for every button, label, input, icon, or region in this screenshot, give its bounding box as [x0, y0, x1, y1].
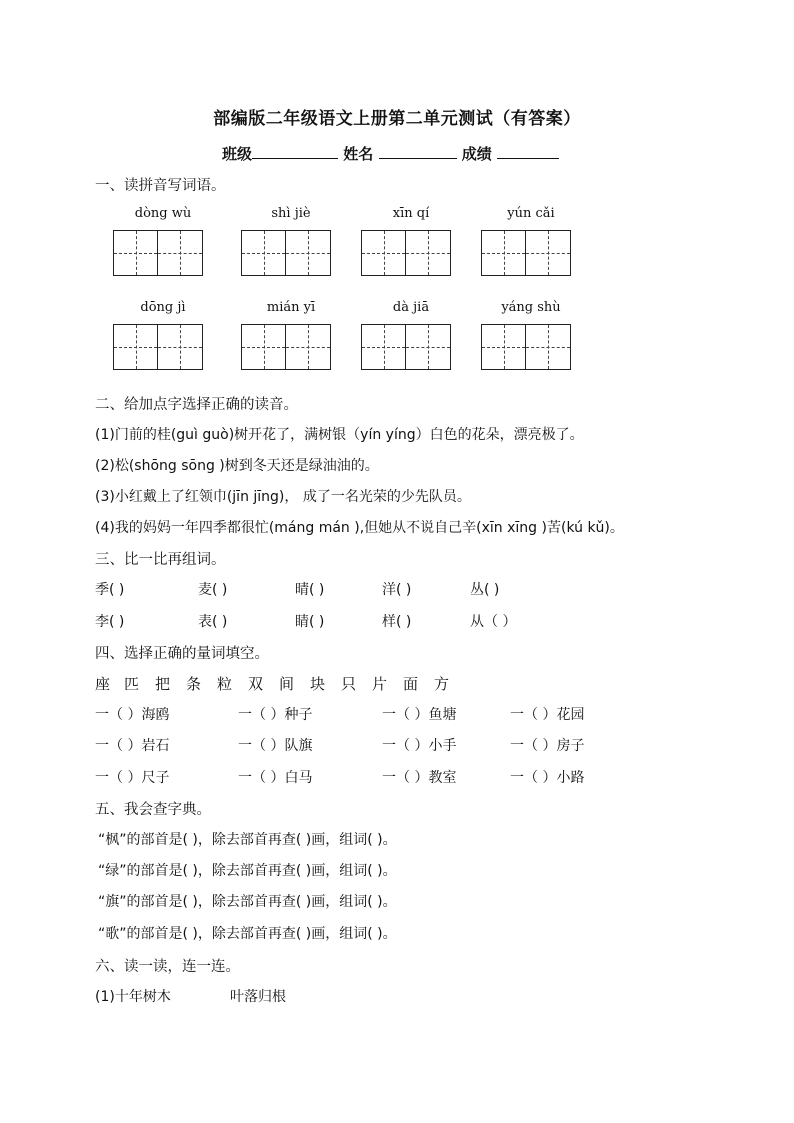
question-line: (4)我的妈妈一年四季都很忙(máng mán ),但她从不说自己辛(xīn xīng )苦(kú kǔ)。	[95, 520, 624, 536]
dictionary-question: “歌”的部首是( )，除去部首再查( )画，组词( )。	[98, 926, 397, 942]
section-1-heading: 一、读拼音写词语。	[95, 178, 226, 194]
question-line: (3)小红戴上了红领巾(jīn jīng)， 成了一名光荣的少先队员。	[95, 489, 471, 505]
fill-item: 一（ ）小路	[510, 770, 585, 786]
fill-item: 一（ ）海鸥	[95, 707, 170, 723]
fill-item: 一（ ）房子	[510, 738, 585, 754]
fill-item: 一（ ）队旗	[238, 738, 313, 754]
match-left-item: (1)十年树木	[95, 989, 171, 1005]
measure-word: 只	[341, 675, 357, 693]
measure-word: 匹	[124, 675, 140, 693]
compare-item: 睛( )	[295, 614, 325, 630]
writing-grid[interactable]	[481, 230, 571, 276]
score-blank[interactable]	[497, 143, 559, 159]
page-title: 部编版二年级语文上册第二单元测试（有答案）	[213, 109, 581, 129]
section-6-heading: 六、读一读，连一连。	[95, 959, 240, 975]
pinyin-label: yáng shù	[501, 300, 561, 315]
measure-word-list	[95, 673, 465, 694]
dictionary-question: “旗”的部首是( )，除去部首再查( )画，组词( )。	[98, 894, 397, 910]
compare-item: 李( )	[95, 614, 125, 630]
compare-item: 表( )	[198, 614, 228, 630]
student-info-line	[222, 143, 559, 164]
writing-grid[interactable]	[113, 324, 203, 370]
measure-word: 片	[372, 675, 388, 693]
section-4-heading: 四、选择正确的量词填空。	[95, 646, 269, 662]
compare-item: 丛( )	[470, 582, 500, 598]
pinyin-label: yún cǎi	[507, 206, 555, 221]
pinyin-label: mián yī	[266, 300, 316, 315]
pinyin-label: dòng wù	[134, 206, 192, 221]
measure-word: 粒	[217, 675, 233, 693]
writing-grid[interactable]	[361, 230, 451, 276]
compare-item: 从（ ）	[470, 614, 517, 630]
fill-item: 一（ ）花园	[510, 707, 585, 723]
measure-word: 间	[279, 675, 295, 693]
measure-word: 把	[155, 675, 171, 693]
compare-item: 季( )	[95, 582, 125, 598]
section-2-heading: 二、给加点字选择正确的读音。	[95, 397, 298, 413]
name-blank[interactable]	[379, 143, 457, 159]
section-5-heading: 五、我会查字典。	[95, 802, 211, 818]
pinyin-label: shì jiè	[271, 206, 311, 221]
pinyin-label: dōng jì	[140, 300, 186, 315]
question-line: (1)门前的桂(guì guò)树开花了，满树银（yín yíng）白色的花朵，漂亮极了。	[95, 427, 584, 443]
fill-item: 一（ ）小手	[382, 738, 457, 754]
fill-item: 一（ ）岩石	[95, 738, 170, 754]
measure-word: 双	[248, 675, 264, 693]
dictionary-question: “枫”的部首是( )，除去部首再查( )画，组词( )。	[98, 832, 397, 848]
class-label: 班级	[222, 145, 253, 163]
fill-item: 一（ ）尺子	[95, 770, 170, 786]
writing-grid[interactable]	[241, 324, 331, 370]
measure-word: 座	[95, 675, 111, 693]
section-3-heading: 三、比一比再组词。	[95, 552, 226, 568]
fill-item: 一（ ）白马	[238, 770, 313, 786]
fill-item: 一（ ）鱼塘	[382, 707, 457, 723]
writing-grid[interactable]	[241, 230, 331, 276]
fill-item: 一（ ）教室	[382, 770, 457, 786]
measure-word: 方	[434, 675, 450, 693]
dictionary-question: “绿”的部首是( )，除去部首再查( )画，组词( )。	[98, 863, 397, 879]
measure-word: 面	[403, 675, 419, 693]
compare-item: 样( )	[382, 614, 412, 630]
writing-grid[interactable]	[481, 324, 571, 370]
pinyin-label: xīn qí	[392, 206, 430, 221]
class-blank[interactable]	[252, 143, 338, 159]
score-label: 成绩	[461, 145, 492, 163]
writing-grid[interactable]	[361, 324, 451, 370]
fill-item: 一（ ）种子	[238, 707, 313, 723]
compare-item: 晴( )	[295, 582, 325, 598]
measure-word: 条	[186, 675, 202, 693]
compare-item: 洋( )	[382, 582, 412, 598]
match-right-item: 叶落归根	[230, 989, 286, 1005]
pinyin-label: dà jiā	[392, 300, 430, 315]
compare-item: 麦( )	[198, 582, 228, 598]
question-line: (2)松(shōng sōng )树到冬天还是绿油油的。	[95, 458, 379, 474]
writing-grid[interactable]	[113, 230, 203, 276]
measure-word: 块	[310, 675, 326, 693]
name-label: 姓名	[343, 145, 374, 163]
